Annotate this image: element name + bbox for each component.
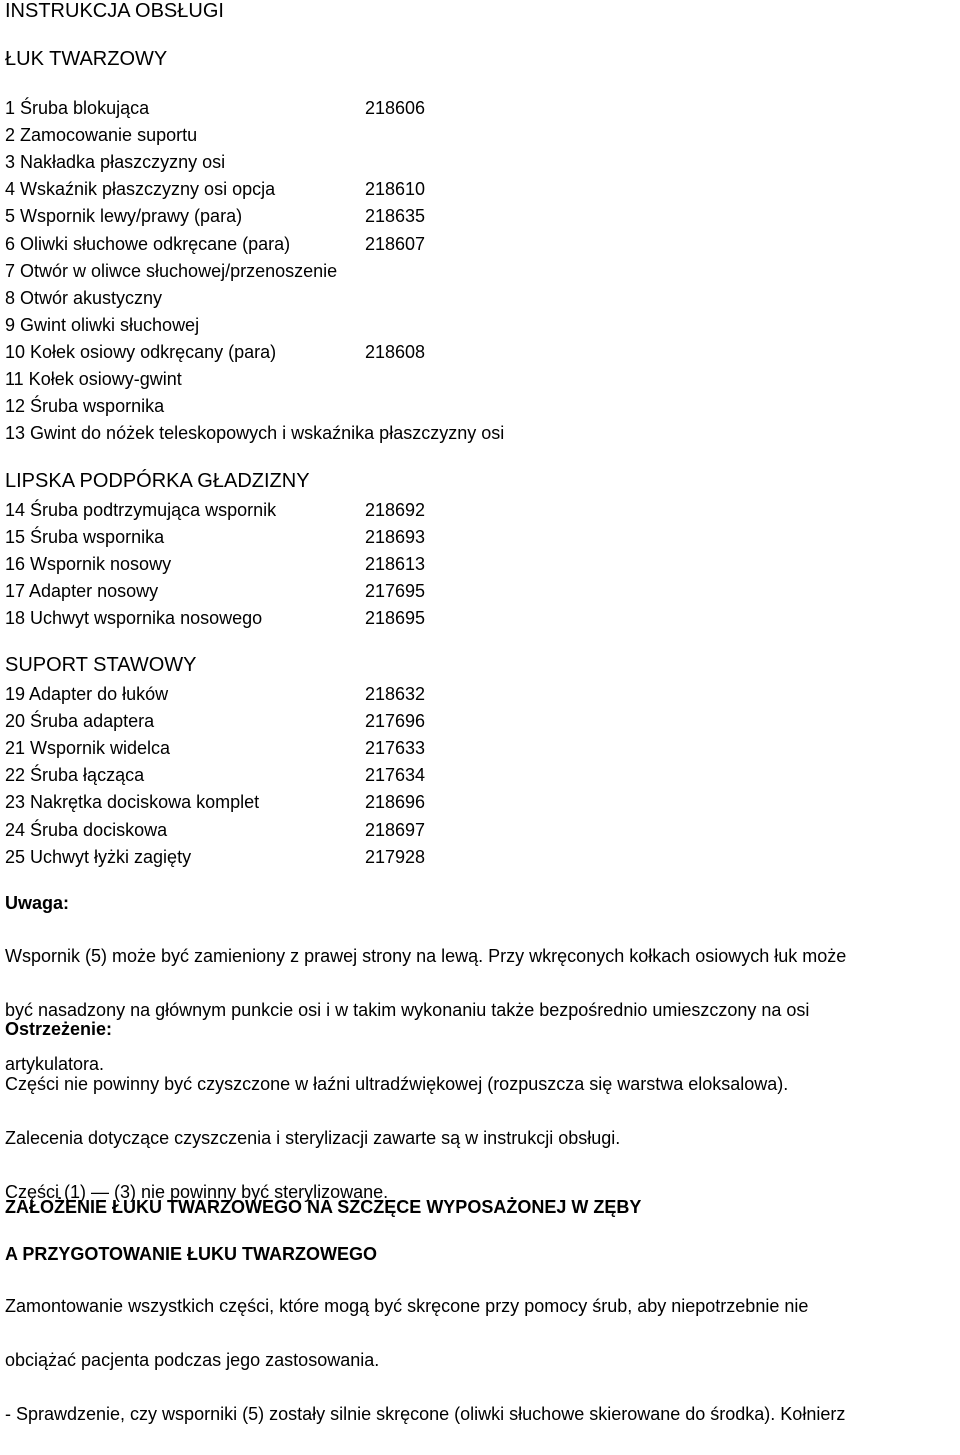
note-line: być nasadzony na głównym punkcie osi i w takim wykonaniu także bezpośrednio umieszczony na osi bbox=[5, 1000, 810, 1020]
part-label: 15 Śruba wspornika bbox=[5, 527, 165, 547]
part-label: 16 Wspornik nosowy bbox=[5, 554, 172, 574]
part-code: 218693 bbox=[365, 527, 426, 547]
part-code: 218607 bbox=[365, 233, 426, 254]
warning-line: Zalecenia dotyczące czyszczenia i sterylizacji zawarte są w instrukcji obsługi. bbox=[5, 1128, 621, 1148]
part-code: 217633 bbox=[365, 738, 426, 759]
preparation-heading: A PRZYGOTOWANIE ŁUKU TWARZOWEGO bbox=[5, 1244, 377, 1264]
part-label: 14 Śruba podtrzymująca wspornik bbox=[5, 500, 277, 520]
part-label: 5 Wspornik lewy/prawy (para) bbox=[5, 206, 243, 227]
part-label: 24 Śruba dociskowa bbox=[5, 819, 168, 840]
part-label: 21 Wspornik widelca bbox=[5, 738, 171, 759]
part-code: 217695 bbox=[365, 581, 426, 601]
part-code: 218692 bbox=[365, 500, 426, 520]
part-label: 8 Otwór akustyczny bbox=[5, 287, 163, 308]
part-label: 7 Otwór w oliwce słuchowej/przenoszenie bbox=[5, 260, 338, 281]
part-label: 13 Gwint do nóżek teleskopowych i wskaźnika płaszczyzny osi bbox=[5, 423, 505, 444]
part-label: 20 Śruba adaptera bbox=[5, 711, 155, 732]
part-code: 218695 bbox=[365, 608, 426, 628]
part-code: 218696 bbox=[365, 792, 426, 813]
note-heading: Uwaga: bbox=[5, 893, 70, 913]
preparation-line: Zamontowanie wszystkich części, które mogą być skręcone przy pomocy śrub, aby niepotrzebnie nie bbox=[5, 1296, 809, 1316]
part-code: 218635 bbox=[365, 206, 426, 227]
part-code: 218697 bbox=[365, 819, 426, 840]
part-label: 17 Adapter nosowy bbox=[5, 581, 159, 601]
section-heading-joint-support: SUPORT STAWOWY bbox=[5, 654, 197, 676]
note-line: artykulatora. bbox=[5, 1054, 105, 1074]
part-code: 218606 bbox=[365, 98, 426, 118]
part-label: 3 Nakładka płaszczyzny osi bbox=[5, 152, 226, 173]
note-line: Wspornik (5) może być zamieniony z prawej strony na lewą. Przy wkręconych kołkach osiowych łuk może bbox=[5, 946, 847, 966]
part-label: 19 Adapter do łuków bbox=[5, 684, 169, 704]
preparation-line: - Sprawdzenie, czy wsporniki (5) zostały silnie skręcone (oliwki słuchowe skierowane do środka). Kołnierz bbox=[5, 1404, 846, 1424]
mounting-heading: ZAŁOŻENIE ŁUKU TWARZOWEGO NA SZCZĘCE WYPOSAŻONEJ W ZĘBY bbox=[5, 1197, 642, 1217]
part-label: 4 Wskaźnik płaszczyzny osi opcja bbox=[5, 179, 276, 200]
warning-line: Części nie powinny być czyszczone w łaźni ultradźwiękowej (rozpuszcza się warstwa eloksalowa). bbox=[5, 1074, 789, 1094]
part-code: 217696 bbox=[365, 711, 426, 732]
part-label: 25 Uchwyt łyżki zagięty bbox=[5, 846, 192, 867]
preparation-line: obciążać pacjenta podczas jego zastosowania. bbox=[5, 1350, 380, 1370]
part-code: 218608 bbox=[365, 341, 426, 362]
part-code: 218613 bbox=[365, 554, 426, 574]
part-label: 9 Gwint oliwki słuchowej bbox=[5, 314, 200, 335]
part-label: 11 Kołek osiowy-gwint bbox=[5, 369, 182, 389]
part-label: 1 Śruba blokująca bbox=[5, 98, 150, 118]
section-heading-face-bow: ŁUK TWARZOWY bbox=[5, 48, 168, 70]
preparation-text bbox=[5, 1266, 960, 1455]
part-label: 23 Nakrętka dociskowa komplet bbox=[5, 792, 260, 813]
part-code: 218632 bbox=[365, 684, 426, 704]
part-label: 22 Śruba łącząca bbox=[5, 765, 145, 786]
document-title: INSTRUKCJA OBSŁUGI bbox=[5, 0, 224, 22]
warning-line: Części (1) — (3) nie powinny być sterylizowane. bbox=[5, 1182, 389, 1202]
part-label: 6 Oliwki słuchowe odkręcane (para) bbox=[5, 233, 291, 254]
part-label: 18 Uchwyt wspornika nosowego bbox=[5, 608, 263, 628]
part-code: 217634 bbox=[365, 765, 426, 786]
part-label: 12 Śruba wspornika bbox=[5, 396, 165, 417]
part-code: 218610 bbox=[365, 179, 426, 200]
warning-heading: Ostrzeżenie: bbox=[5, 1019, 113, 1039]
part-label: 10 Kołek osiowy odkręcany (para) bbox=[5, 341, 277, 362]
part-label: 2 Zamocowanie suportu bbox=[5, 125, 198, 146]
section-heading-nasal-support: LIPSKA PODPÓRKA GŁADZIZNY bbox=[5, 470, 310, 492]
part-code: 217928 bbox=[365, 846, 426, 867]
